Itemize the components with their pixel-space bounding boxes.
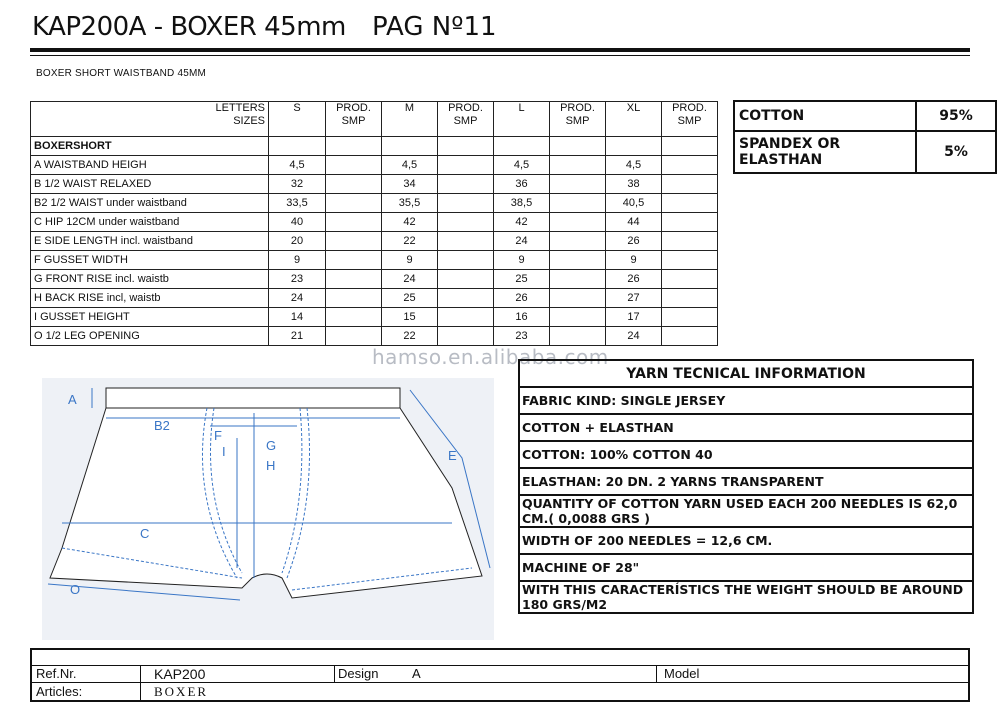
- cell-size-xl: 9: [606, 251, 662, 270]
- header-prod-smp: PROD. SMP: [662, 102, 718, 137]
- composition-table: [733, 100, 997, 174]
- cell-size-s: 4,5: [269, 156, 326, 175]
- cell-size-l: 26: [494, 289, 550, 308]
- label-f: F: [214, 428, 222, 443]
- boxer-body-shape: [50, 408, 482, 598]
- cell-size-m: 25: [382, 289, 438, 308]
- cell-prod-smp: [438, 251, 494, 270]
- cell-prod-smp: [438, 308, 494, 327]
- cell-prod-smp: [438, 270, 494, 289]
- cell-size-l: 16: [494, 308, 550, 327]
- cell-prod-smp: [326, 175, 382, 194]
- cell-prod-smp: [662, 194, 718, 213]
- label-h: H: [266, 458, 276, 473]
- table-row: [31, 251, 718, 270]
- cell-prod-smp: [326, 156, 382, 175]
- cell-prod-smp: [326, 194, 382, 213]
- cell-prod-smp: [550, 308, 606, 327]
- table-row: [31, 308, 718, 327]
- cell-size-m: 24: [382, 270, 438, 289]
- cell-size-xl: 38: [606, 175, 662, 194]
- cell-prod-smp: [326, 213, 382, 232]
- cell-size-xl: 24: [606, 327, 662, 346]
- cell-size-l: 4,5: [494, 156, 550, 175]
- cell-prod-smp: [662, 232, 718, 251]
- material-name: COTTON: [734, 101, 916, 131]
- header-size-m: M: [382, 102, 438, 137]
- garment-diagram: [42, 378, 494, 640]
- table-row: [31, 213, 718, 232]
- cell-prod-smp: [550, 194, 606, 213]
- measurement-table: [30, 101, 718, 346]
- cell-size-m: 15: [382, 308, 438, 327]
- cell-size-m: 22: [382, 327, 438, 346]
- boxer-drawing: [42, 378, 494, 640]
- cell-size-s: 33,5: [269, 194, 326, 213]
- label-a: A: [68, 392, 77, 407]
- cell-size-m: 34: [382, 175, 438, 194]
- footer-col-line: [334, 665, 335, 682]
- cell-size-l: 23: [494, 327, 550, 346]
- cell-size-m: 4,5: [382, 156, 438, 175]
- waistband-shape: [106, 388, 400, 408]
- cell-prod-smp: [662, 251, 718, 270]
- yarn-info-line: WITH THIS CARACTERÍSTICS THE WEIGHT SHOULD BE AROUND 180 GRS/M2: [519, 581, 973, 613]
- header-prod-smp: PROD. SMP: [326, 102, 382, 137]
- cell-size-xl: 26: [606, 270, 662, 289]
- header-prod-smp: PROD. SMP: [438, 102, 494, 137]
- ref-value: KAP200: [154, 666, 206, 682]
- cell-prod-smp: [550, 175, 606, 194]
- yarn-info-line: MACHINE OF 28": [519, 554, 973, 581]
- table-row: [31, 232, 718, 251]
- cell-size-s: 32: [269, 175, 326, 194]
- cell-size-s: 24: [269, 289, 326, 308]
- cell-prod-smp: [662, 270, 718, 289]
- cell-size-s: 9: [269, 251, 326, 270]
- label-g: G: [266, 438, 277, 453]
- row-label: G FRONT RISE incl. waistb: [31, 270, 269, 289]
- label-o: O: [70, 582, 81, 597]
- label-e: E: [448, 448, 457, 463]
- header-letters-sizes: LETTERS SIZES: [31, 102, 269, 137]
- cell-size-xl: 27: [606, 289, 662, 308]
- footer-col-line: [656, 665, 657, 682]
- cell-size-s: 23: [269, 270, 326, 289]
- cell-size-xl: 26: [606, 232, 662, 251]
- cell-prod-smp: [326, 232, 382, 251]
- cell-prod-smp: [662, 308, 718, 327]
- yarn-info-line: QUANTITY OF COTTON YARN USED EACH 200 NEEDLES IS 62,0 CM.( 0,0088 GRS ): [519, 495, 973, 527]
- cell-size-xl: 44: [606, 213, 662, 232]
- cell-size-xl: 17: [606, 308, 662, 327]
- section-row: [31, 137, 718, 156]
- cell-size-m: 42: [382, 213, 438, 232]
- cell-prod-smp: [662, 327, 718, 346]
- articles-label: Articles:: [36, 684, 83, 699]
- header-size-xl: XL: [606, 102, 662, 137]
- cell-prod-smp: [550, 156, 606, 175]
- cell-size-l: 25: [494, 270, 550, 289]
- yarn-info-line: ELASTHAN: 20 DN. 2 YARNS TRANSPARENT: [519, 468, 973, 495]
- cell-prod-smp: [550, 232, 606, 251]
- cell-size-l: 38,5: [494, 194, 550, 213]
- table-row: [31, 270, 718, 289]
- header-prod-smp: PROD. SMP: [550, 102, 606, 137]
- cell-prod-smp: [438, 289, 494, 308]
- yarn-info-line: COTTON: 100% COTTON 40: [519, 441, 973, 468]
- measurement-rows: [31, 156, 718, 346]
- yarn-info-title: YARN TECNICAL INFORMATION: [519, 360, 973, 387]
- cell-size-l: 42: [494, 213, 550, 232]
- cell-size-m: 35,5: [382, 194, 438, 213]
- cell-prod-smp: [438, 232, 494, 251]
- material-percent: 5%: [916, 131, 996, 173]
- cell-prod-smp: [326, 289, 382, 308]
- cell-prod-smp: [550, 327, 606, 346]
- cell-prod-smp: [662, 156, 718, 175]
- label-i: I: [222, 444, 226, 459]
- cell-prod-smp: [550, 270, 606, 289]
- composition-row: [734, 101, 996, 131]
- table-row: [31, 175, 718, 194]
- section-label: BOXERSHORT: [31, 137, 269, 156]
- cell-prod-smp: [662, 213, 718, 232]
- design-label: Design: [338, 666, 379, 681]
- table-row: [31, 289, 718, 308]
- label-b2: B2: [154, 418, 170, 433]
- yarn-info-line: WIDTH OF 200 NEEDLES = 12,6 CM.: [519, 527, 973, 554]
- cell-size-l: 9: [494, 251, 550, 270]
- cell-size-s: 21: [269, 327, 326, 346]
- cell-prod-smp: [438, 327, 494, 346]
- cell-prod-smp: [438, 194, 494, 213]
- header-rule: [30, 48, 970, 52]
- cell-prod-smp: [326, 270, 382, 289]
- header-size-s: S: [269, 102, 326, 137]
- cell-size-l: 36: [494, 175, 550, 194]
- row-label: F GUSSET WIDTH: [31, 251, 269, 270]
- row-label: B2 1/2 WAIST under waistband: [31, 194, 269, 213]
- ref-label: Ref.Nr.: [36, 666, 77, 681]
- cell-size-l: 24: [494, 232, 550, 251]
- articles-value: BOXER: [154, 684, 209, 699]
- cell-prod-smp: [326, 251, 382, 270]
- table-header-row: [31, 102, 718, 137]
- cell-prod-smp: [326, 308, 382, 327]
- design-value: A: [412, 666, 421, 681]
- document-title: KAP200A - BOXER 45mm: [32, 12, 346, 42]
- cell-prod-smp: [662, 175, 718, 194]
- cell-prod-smp: [438, 175, 494, 194]
- yarn-info-line: COTTON + ELASTHAN: [519, 414, 973, 441]
- row-label: C HIP 12CM under waistband: [31, 213, 269, 232]
- cell-size-s: 20: [269, 232, 326, 251]
- page-number: PAG Nº11: [372, 12, 497, 42]
- row-label: E SIDE LENGTH incl. waistband: [31, 232, 269, 251]
- row-label: H BACK RISE incl, waistb: [31, 289, 269, 308]
- table-row: [31, 194, 718, 213]
- footer-box: [30, 648, 970, 702]
- row-label: B 1/2 WAIST RELAXED: [31, 175, 269, 194]
- cell-size-s: 40: [269, 213, 326, 232]
- row-label: I GUSSET HEIGHT: [31, 308, 269, 327]
- header-rule-thin: [30, 55, 970, 56]
- cell-size-s: 14: [269, 308, 326, 327]
- table-row: [31, 156, 718, 175]
- cell-size-m: 9: [382, 251, 438, 270]
- label-c: C: [140, 526, 150, 541]
- table-row: [31, 327, 718, 346]
- cell-size-m: 22: [382, 232, 438, 251]
- cell-prod-smp: [326, 327, 382, 346]
- document-subtitle: BOXER SHORT WAISTBAND 45MM: [36, 68, 207, 79]
- model-label: Model: [664, 666, 700, 681]
- material-percent: 95%: [916, 101, 996, 131]
- cell-prod-smp: [550, 213, 606, 232]
- cell-prod-smp: [438, 156, 494, 175]
- cell-size-xl: 40,5: [606, 194, 662, 213]
- cell-prod-smp: [438, 213, 494, 232]
- footer-divider: [32, 682, 968, 683]
- yarn-info-table: [518, 359, 974, 614]
- cell-prod-smp: [550, 289, 606, 308]
- cell-prod-smp: [550, 251, 606, 270]
- header-size-l: L: [494, 102, 550, 137]
- yarn-info-line: FABRIC KIND: SINGLE JERSEY: [519, 387, 973, 414]
- cell-size-xl: 4,5: [606, 156, 662, 175]
- watermark: hamso.en.alibaba.com: [372, 345, 609, 369]
- material-name: SPANDEX OR ELASTHAN: [734, 131, 916, 173]
- row-label: O 1/2 LEG OPENING: [31, 327, 269, 346]
- footer-col-line: [140, 665, 141, 700]
- cell-prod-smp: [662, 289, 718, 308]
- row-label: A WAISTBAND HEIGH: [31, 156, 269, 175]
- composition-row: [734, 131, 996, 173]
